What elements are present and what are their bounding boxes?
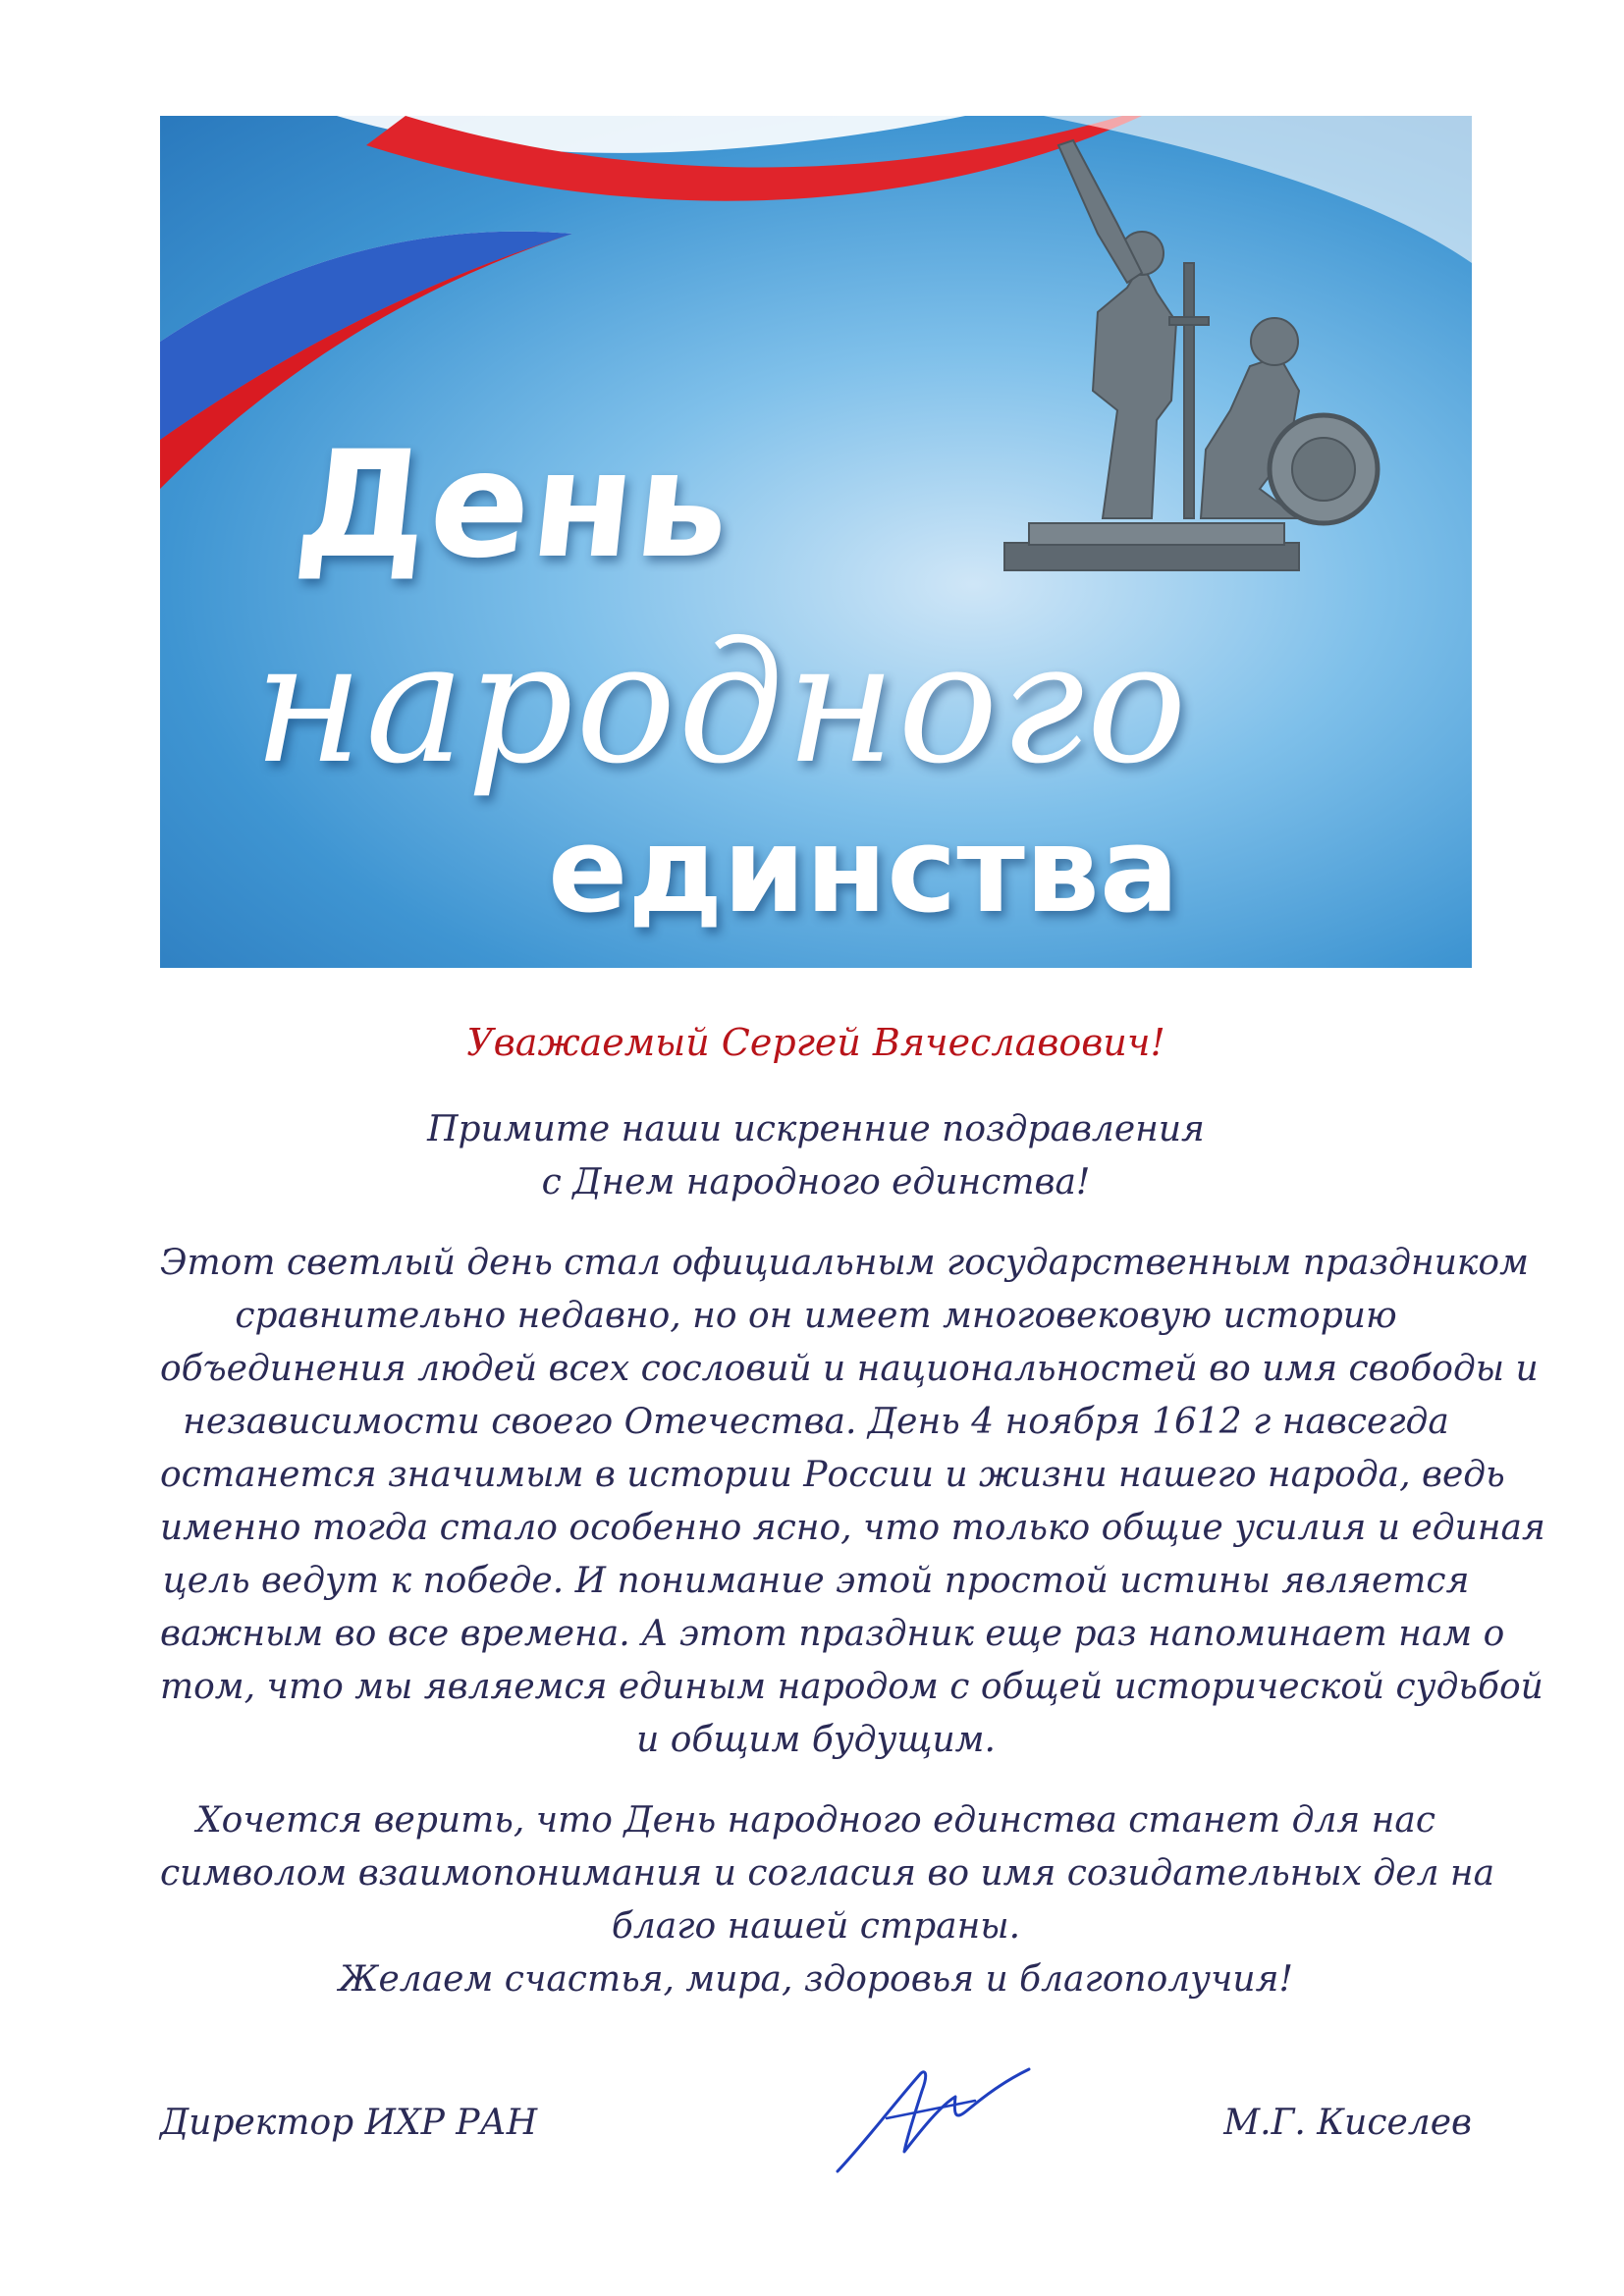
body-line: сравнительно недавно, но он имеет многовековую историю: [235, 1296, 1397, 1336]
closing-line: Желаем счастья, мира, здоровья и благополучия!: [339, 1959, 1293, 2000]
body-paragraph: [160, 1237, 1545, 1767]
body-line: именно тогда стало особенно ясно, что только общие усилия и единая: [160, 1508, 1545, 1548]
banner-title: [160, 116, 1472, 968]
banner-title-line3: единства: [548, 803, 1179, 939]
intro-paragraph: [160, 1103, 1472, 1209]
closing-paragraph: [160, 1794, 1495, 2006]
body-line: цель ведут к победе. И понимание этой простой истины является: [162, 1561, 1470, 1601]
closing-line: символом взаимопонимания и согласия во имя созидательных дел на: [160, 1853, 1495, 1894]
body-line: объединения людей всех сословий и национальностей во имя свободы и: [160, 1349, 1539, 1389]
salutation: Уважаемый Сергей Вячеславович!: [466, 1021, 1165, 1064]
body-line: том, что мы являемся единым народом с общей исторической судьбой: [160, 1667, 1543, 1707]
intro-line: с Днем народного единства!: [541, 1162, 1091, 1202]
banner-title-line1: День: [288, 420, 740, 591]
letter-body: [160, 1021, 1545, 2034]
signer-name: М.Г. Киселев: [1223, 2103, 1472, 2143]
signature-block: [160, 2061, 1472, 2179]
body-line: важным во все времена. А этот праздник еще раз напоминает нам о: [160, 1614, 1505, 1654]
closing-line: Хочется верить, что День народного единства станет для нас: [196, 1800, 1435, 1841]
intro-line: Примите наши искренние поздравления: [427, 1109, 1205, 1149]
signer-position: Директор ИХР РАН: [160, 2103, 538, 2143]
body-line: независимости своего Отечества. День 4 ноября 1612 г навсегда: [183, 1402, 1449, 1442]
banner-title-line2: народного: [253, 607, 1189, 801]
holiday-banner: [160, 116, 1472, 968]
body-line: и общим будущим.: [636, 1720, 996, 1760]
handwritten-signature: [828, 2061, 1044, 2179]
body-line: останется значимым в истории России и жизни нашего народа, ведь: [160, 1455, 1505, 1495]
closing-line: благо нашей страны.: [611, 1906, 1021, 1947]
body-line: Этот светлый день стал официальным государственным праздником: [160, 1243, 1529, 1283]
